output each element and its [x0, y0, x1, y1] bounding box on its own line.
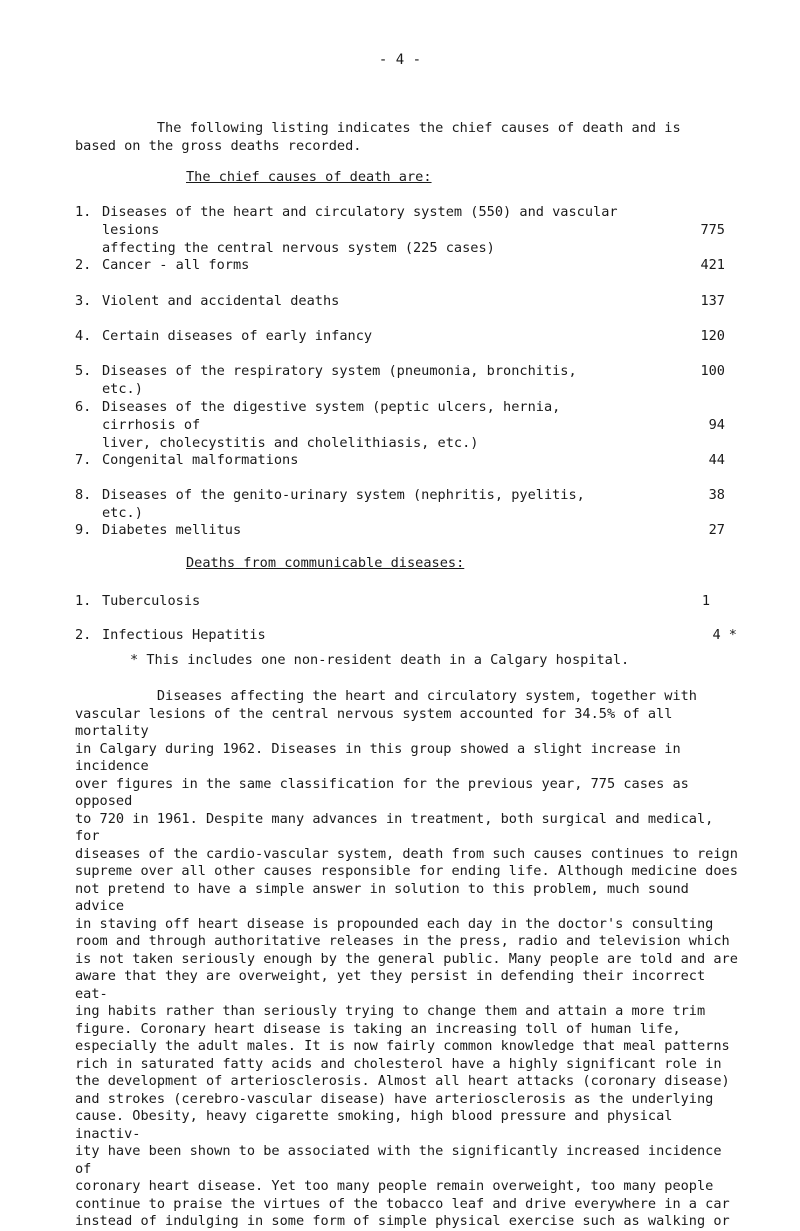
item-text: Diseases of the respiratory system (pneumonia, bronchitis, etc.) — [102, 363, 585, 397]
list-item — [75, 256, 725, 274]
list-item — [75, 592, 725, 610]
intro-paragraph: The following listing indicates the chief causes of death and is based on the gross deaths recorded. — [75, 120, 681, 154]
list-item — [75, 451, 725, 469]
page-number: - 4 - — [378, 52, 422, 68]
item-text: Diseases of the heart and circulatory system (550) and vascular lesions affecting the central nervous system (225 cases) — [102, 204, 618, 256]
item-count: 421 — [700, 257, 725, 273]
item-count: 27 — [708, 522, 725, 538]
item-count: 1 — [701, 593, 710, 609]
item-number: 2. — [75, 257, 92, 273]
item-text: Diseases of the digestive system (peptic ulcers, hernia, cirrhosis of liver, cholecystitis and cholelithiasis, etc.) — [102, 399, 561, 451]
item-number: 3. — [75, 293, 92, 309]
list-item — [75, 203, 725, 256]
item-number: 5. — [75, 363, 92, 379]
item-number: 1. — [75, 204, 92, 220]
item-count: 4 * — [712, 627, 737, 643]
item-count: 775 — [700, 222, 725, 238]
item-number: 6. — [75, 399, 92, 415]
footnote: * This includes one non-resident death in a Calgary hospital. — [130, 652, 630, 668]
list-item — [75, 398, 725, 451]
communicable-heading: Deaths from communicable diseases: — [186, 555, 465, 571]
item-count: 100 — [700, 363, 725, 379]
item-number: 8. — [75, 487, 92, 503]
item-number: 2. — [75, 627, 92, 643]
item-text: Cancer - all forms — [102, 257, 250, 273]
list-item — [75, 327, 725, 345]
item-text: Violent and accidental deaths — [102, 293, 340, 309]
item-text: Congenital malformations — [102, 452, 299, 468]
item-number: 7. — [75, 452, 92, 468]
list-item — [75, 486, 725, 521]
item-number: 9. — [75, 522, 92, 538]
item-text: Certain diseases of early infancy — [102, 328, 373, 344]
item-number: 1. — [75, 593, 92, 609]
causes-heading: The chief causes of death are: — [186, 169, 432, 185]
item-count: 94 — [708, 417, 725, 433]
item-number: 4. — [75, 328, 92, 344]
list-item — [75, 362, 725, 397]
list-item — [75, 626, 737, 644]
item-text: Tuberculosis — [102, 593, 201, 609]
list-item — [75, 521, 725, 539]
item-text: Diseases of the genito-urinary system (nephritis, pyelitis, etc.) — [102, 487, 594, 521]
item-text: Diabetes mellitus — [102, 522, 242, 538]
list-item — [75, 292, 725, 310]
item-count: 137 — [700, 293, 725, 309]
item-count: 44 — [708, 452, 725, 468]
body-paragraph: Diseases affecting the heart and circulatory system, together with vascular lesions of the central nervous system accounted for 34.5% of all mortality in Calgary during 1962. Diseases in this group showed a slight increase in incidence over figures in the same classification for the previous year, 775 cases as opposed to 720 in 1961. Despite many advances in treatment, both surgical and medical, for diseases of the cardio-vascular system, death from such causes continues to reign supreme over all other causes responsible for ending life. Although medicine does not pretend to have a simple answer in solution to this problem, much sound advice in staving off heart disease is propounded each day in the doctor's consulting room and through authoritative releases in the press, radio and television which is not taken seriously enough by the general public. Many people are told and are aware that they are overweight, yet they persist in defending their incorrect eat- ing habits rather than seriously trying to change them and attain a more trim figure. Coronary heart disease is taking an increasing toll of human life, especially the adult males. It is now fairly common knowledge that meal patterns rich in saturated fatty acids and cholesterol have a highly significant role in the development of arteriosclerosis. Almost all heart attacks (coronary disease) and strokes (cerebro-vascular disease) have arteriosclerosis as the underlying cause. Obesity, heavy cigarette smoking, high blood pressure and physical inactiv- ity have been shown to be associated with the significantly increased incidence of coronary heart disease. Yet too many people remain overweight, too many people continue to praise the virtues of the tobacco leaf and drive everywhere in a car instead of indulging in some form of simple physical exercise such as walking or — [75, 688, 738, 1229]
item-count: 120 — [700, 328, 725, 344]
item-count: 38 — [708, 487, 725, 503]
item-text: Infectious Hepatitis — [102, 627, 266, 643]
